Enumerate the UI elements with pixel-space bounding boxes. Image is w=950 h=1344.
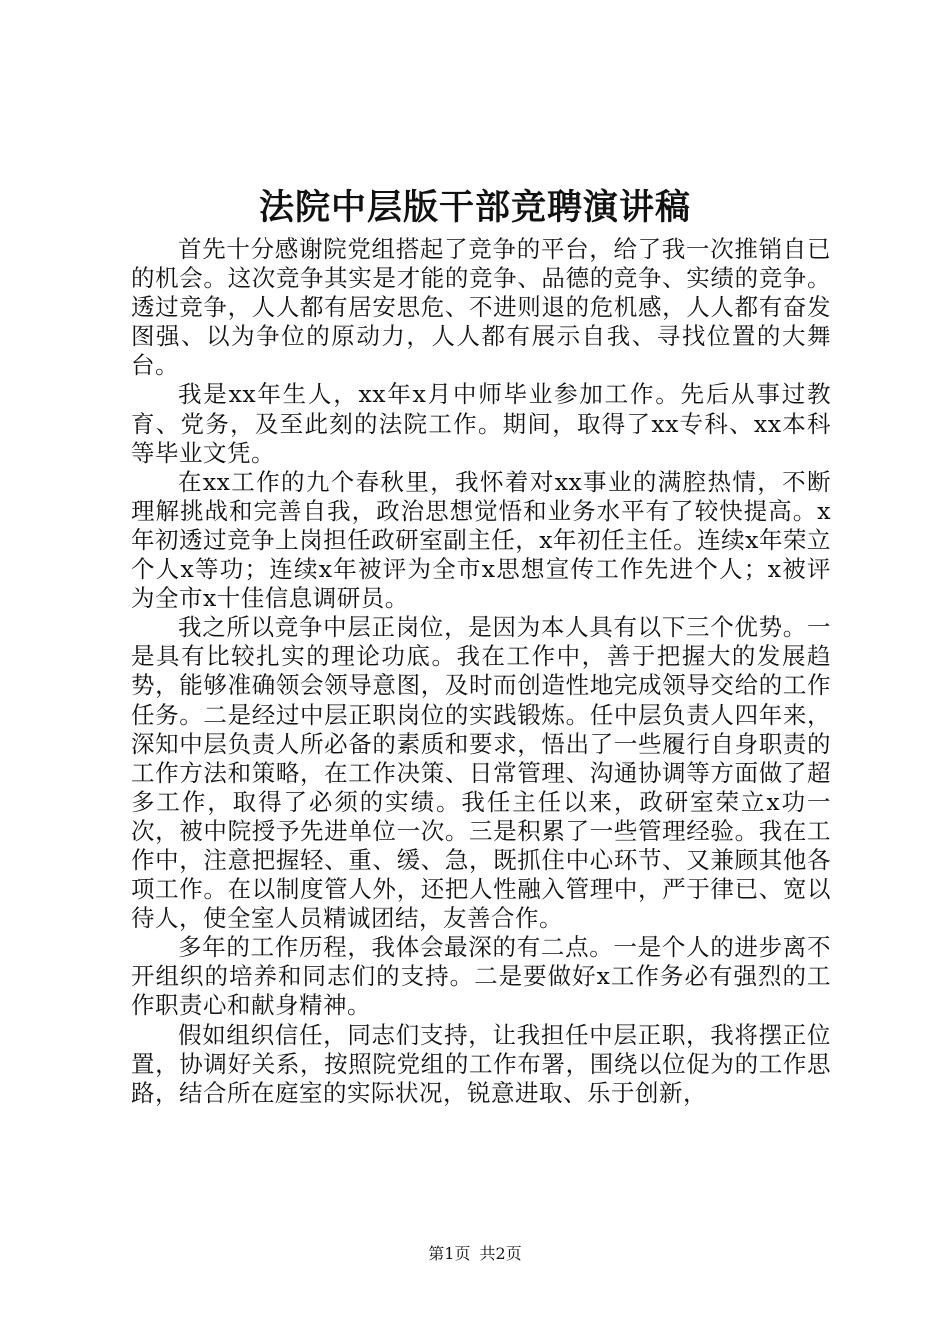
document-body (131, 235, 831, 1108)
page-number-footer: 第1页 共2页 (428, 1244, 522, 1263)
paragraph-5: 多年的工作历程，我体会最深的有二点。一是个人的进步离不开组织的培养和同志们的支持。二是要做好x工作务必有强烈的工作职责心和献身精神。 (131, 933, 831, 1020)
paragraph-1: 首先十分感谢院党组搭起了竞争的平台，给了我一次推销自已的机会。这次竞争其实是才能的竞争、品德的竞争、实绩的竞争。透过竞争，人人都有居安思危、不进则退的危机感，人人都有奋发图强、以为争位的原动力，人人都有展示自我、寻找位置的大舞台。 (131, 235, 831, 380)
paragraph-4: 我之所以竞争中层正岗位，是因为本人具有以下三个优势。一是具有比较扎实的理论功底。我在工作中，善于把握大的发展趋势，能够准确领会领导意图，及时而创造性地完成领导交给的工作任务。二是经过中层正职岗位的实践锻炼。任中层负责人四年来，深知中层负责人所必备的素质和要求，悟出了一些履行自身职责的工作方法和策略，在工作决策、日常管理、沟通协调等方面做了超多工作，取得了必须的实绩。我任主任以来，政研室荣立x功一次，被中院授予先进单位一次。三是积累了一些管理经验。我在工作中，注意把握轻、重、缓、急，既抓住中心环节、又兼顾其他各项工作。在以制度管人外，还把人性融入管理中，严于律已、宽以待人，使全室人员精诚团结，友善合作。 (131, 613, 831, 933)
paragraph-3: 在xx工作的九个春秋里，我怀着对xx事业的满腔热情，不断理解挑战和完善自我，政治思想觉悟和业务水平有了较快提高。x年初透过竞争上岗担任政研室副主任，x年初任主任。连续x年荣立个人x等功；连续x年被评为全市x思想宣传工作先进个人；x被评为全市x十佳信息调研员。 (131, 467, 831, 613)
paragraph-2: 我是xx年生人，xx年x月中师毕业参加工作。先后从事过教育、党务，及至此刻的法院工作。期间，取得了xx专科、xx本科等毕业文凭。 (131, 380, 831, 467)
paragraph-6: 假如组织信任，同志们支持，让我担任中层正职，我将摆正位置，协调好关系，按照院党组的工作布署，围绕以位促为的工作思路，结合所在庭室的实际状况，锐意进取、乐于创新， (131, 1020, 831, 1107)
document-title: 法院中层版干部竞聘演讲稿 (258, 187, 691, 228)
